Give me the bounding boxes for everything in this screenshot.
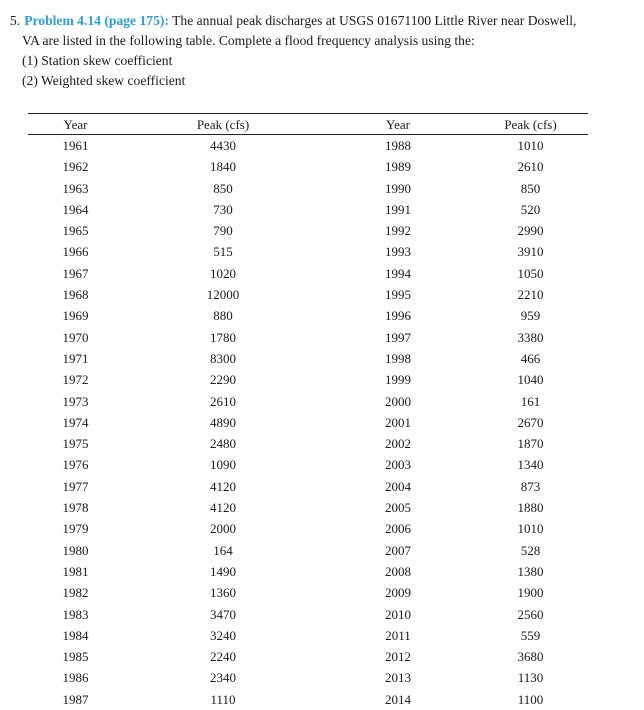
cell-year-2: 1995: [323, 284, 473, 305]
cell-peak-1: 2290: [123, 369, 323, 390]
cell-year-1: 1972: [28, 369, 123, 390]
cell-year-2: 2010: [323, 604, 473, 625]
cell-peak-1: 2340: [123, 667, 323, 688]
table-row: [28, 604, 588, 625]
cell-year-1: 1971: [28, 348, 123, 369]
problem-statement: [10, 11, 630, 91]
table-row: [28, 391, 588, 412]
cell-year-2: 2009: [323, 582, 473, 603]
cell-year-1: 1986: [28, 667, 123, 688]
cell-year-1: 1979: [28, 518, 123, 539]
table-row: [28, 667, 588, 688]
cell-year-1: 1985: [28, 646, 123, 667]
table-row: [28, 327, 588, 348]
cell-peak-1: 4430: [123, 135, 323, 157]
cell-peak-1: 880: [123, 305, 323, 326]
problem-line-1: [10, 11, 630, 31]
cell-peak-1: 1780: [123, 327, 323, 348]
cell-year-1: 1966: [28, 241, 123, 262]
cell-year-1: 1967: [28, 263, 123, 284]
problem-text-line-1: The annual peak discharges at USGS 01671100 Little River near Doswell,: [172, 13, 576, 28]
cell-peak-1: 790: [123, 220, 323, 241]
cell-year-2: 2004: [323, 476, 473, 497]
cell-peak-1: 1840: [123, 156, 323, 177]
cell-year-2: 2003: [323, 454, 473, 475]
table-row: [28, 348, 588, 369]
cell-peak-1: 4120: [123, 497, 323, 518]
problem-item-2: (2) Weighted skew coefficient: [10, 71, 630, 91]
cell-peak-2: 3910: [473, 241, 588, 262]
cell-year-1: 1978: [28, 497, 123, 518]
cell-year-1: 1982: [28, 582, 123, 603]
cell-peak-2: 1380: [473, 561, 588, 582]
cell-year-2: 1993: [323, 241, 473, 262]
cell-peak-2: 520: [473, 199, 588, 220]
cell-year-1: 1987: [28, 689, 123, 710]
cell-peak-1: 3470: [123, 604, 323, 625]
cell-peak-2: 1880: [473, 497, 588, 518]
cell-year-2: 1998: [323, 348, 473, 369]
cell-year-1: 1965: [28, 220, 123, 241]
problem-number: 5.: [10, 13, 20, 28]
table-row: [28, 476, 588, 497]
cell-peak-2: 3380: [473, 327, 588, 348]
cell-peak-2: 466: [473, 348, 588, 369]
cell-peak-1: 2000: [123, 518, 323, 539]
cell-year-1: 1974: [28, 412, 123, 433]
cell-year-1: 1973: [28, 391, 123, 412]
cell-peak-2: 528: [473, 540, 588, 561]
table-row: [28, 561, 588, 582]
cell-peak-2: 873: [473, 476, 588, 497]
cell-peak-2: 2610: [473, 156, 588, 177]
table-row: [28, 284, 588, 305]
cell-year-2: 1997: [323, 327, 473, 348]
cell-peak-2: 2560: [473, 604, 588, 625]
cell-year-2: 2007: [323, 540, 473, 561]
cell-year-2: 1992: [323, 220, 473, 241]
table-row: [28, 135, 588, 157]
table-row: [28, 241, 588, 262]
problem-reference: Problem 4.14 (page 175):: [24, 13, 169, 28]
cell-peak-2: 1010: [473, 518, 588, 539]
cell-peak-1: 2240: [123, 646, 323, 667]
cell-year-2: 1988: [323, 135, 473, 157]
table-row: [28, 540, 588, 561]
header-peak-2: Peak (cfs): [473, 114, 588, 135]
table-body: [28, 135, 588, 710]
cell-peak-2: 1870: [473, 433, 588, 454]
cell-year-2: 1991: [323, 199, 473, 220]
cell-year-2: 1994: [323, 263, 473, 284]
cell-year-1: 1962: [28, 156, 123, 177]
cell-peak-2: 1900: [473, 582, 588, 603]
cell-year-2: 2006: [323, 518, 473, 539]
cell-peak-2: 1010: [473, 135, 588, 157]
cell-year-2: 1989: [323, 156, 473, 177]
table-row: [28, 199, 588, 220]
cell-peak-1: 1490: [123, 561, 323, 582]
cell-year-1: 1977: [28, 476, 123, 497]
cell-year-2: 2002: [323, 433, 473, 454]
cell-year-2: 1999: [323, 369, 473, 390]
cell-year-2: 1996: [323, 305, 473, 326]
cell-year-1: 1980: [28, 540, 123, 561]
cell-peak-1: 730: [123, 199, 323, 220]
cell-year-2: 2012: [323, 646, 473, 667]
cell-year-2: 2013: [323, 667, 473, 688]
cell-peak-1: 4890: [123, 412, 323, 433]
cell-peak-1: 12000: [123, 284, 323, 305]
cell-peak-2: 2670: [473, 412, 588, 433]
table-row: [28, 625, 588, 646]
cell-year-1: 1968: [28, 284, 123, 305]
cell-year-1: 1976: [28, 454, 123, 475]
cell-year-1: 1981: [28, 561, 123, 582]
table-row: [28, 263, 588, 284]
table-row: [28, 305, 588, 326]
cell-year-1: 1963: [28, 178, 123, 199]
cell-peak-1: 515: [123, 241, 323, 262]
cell-year-1: 1975: [28, 433, 123, 454]
table-row: [28, 454, 588, 475]
table-row: [28, 369, 588, 390]
table-row: [28, 178, 588, 199]
table-row: [28, 412, 588, 433]
table-row: [28, 518, 588, 539]
cell-peak-1: 1090: [123, 454, 323, 475]
cell-peak-2: 559: [473, 625, 588, 646]
problem-item-1: (1) Station skew coefficient: [10, 51, 630, 71]
cell-peak-2: 2210: [473, 284, 588, 305]
cell-peak-1: 850: [123, 178, 323, 199]
cell-peak-2: 161: [473, 391, 588, 412]
discharge-table: [28, 114, 588, 710]
cell-peak-2: 2990: [473, 220, 588, 241]
cell-year-1: 1970: [28, 327, 123, 348]
cell-peak-2: 1100: [473, 689, 588, 710]
problem-text-line-2: VA are listed in the following table. Complete a flood frequency analysis using the:: [10, 31, 630, 51]
cell-peak-2: 850: [473, 178, 588, 199]
cell-year-1: 1961: [28, 135, 123, 157]
cell-year-2: 2014: [323, 689, 473, 710]
cell-peak-1: 8300: [123, 348, 323, 369]
cell-peak-1: 3240: [123, 625, 323, 646]
cell-year-1: 1969: [28, 305, 123, 326]
cell-year-2: 1990: [323, 178, 473, 199]
header-year-1: Year: [28, 114, 123, 135]
table-row: [28, 689, 588, 710]
table-row: [28, 433, 588, 454]
table-row: [28, 220, 588, 241]
discharge-table-container: [28, 113, 588, 710]
header-year-2: Year: [323, 114, 473, 135]
table-header-row: [28, 114, 588, 135]
cell-year-2: 2001: [323, 412, 473, 433]
cell-peak-2: 1050: [473, 263, 588, 284]
cell-peak-1: 2480: [123, 433, 323, 454]
cell-year-1: 1964: [28, 199, 123, 220]
table-row: [28, 497, 588, 518]
table-row: [28, 646, 588, 667]
cell-peak-1: 164: [123, 540, 323, 561]
cell-year-1: 1984: [28, 625, 123, 646]
cell-peak-1: 2610: [123, 391, 323, 412]
cell-peak-1: 1110: [123, 689, 323, 710]
cell-year-2: 2008: [323, 561, 473, 582]
header-peak-1: Peak (cfs): [123, 114, 323, 135]
cell-year-2: 2011: [323, 625, 473, 646]
cell-peak-2: 1340: [473, 454, 588, 475]
table-row: [28, 156, 588, 177]
cell-year-1: 1983: [28, 604, 123, 625]
cell-peak-2: 959: [473, 305, 588, 326]
cell-peak-2: 3680: [473, 646, 588, 667]
cell-peak-2: 1040: [473, 369, 588, 390]
table-row: [28, 582, 588, 603]
cell-year-2: 2005: [323, 497, 473, 518]
cell-peak-2: 1130: [473, 667, 588, 688]
cell-peak-1: 4120: [123, 476, 323, 497]
cell-year-2: 2000: [323, 391, 473, 412]
cell-peak-1: 1360: [123, 582, 323, 603]
cell-peak-1: 1020: [123, 263, 323, 284]
